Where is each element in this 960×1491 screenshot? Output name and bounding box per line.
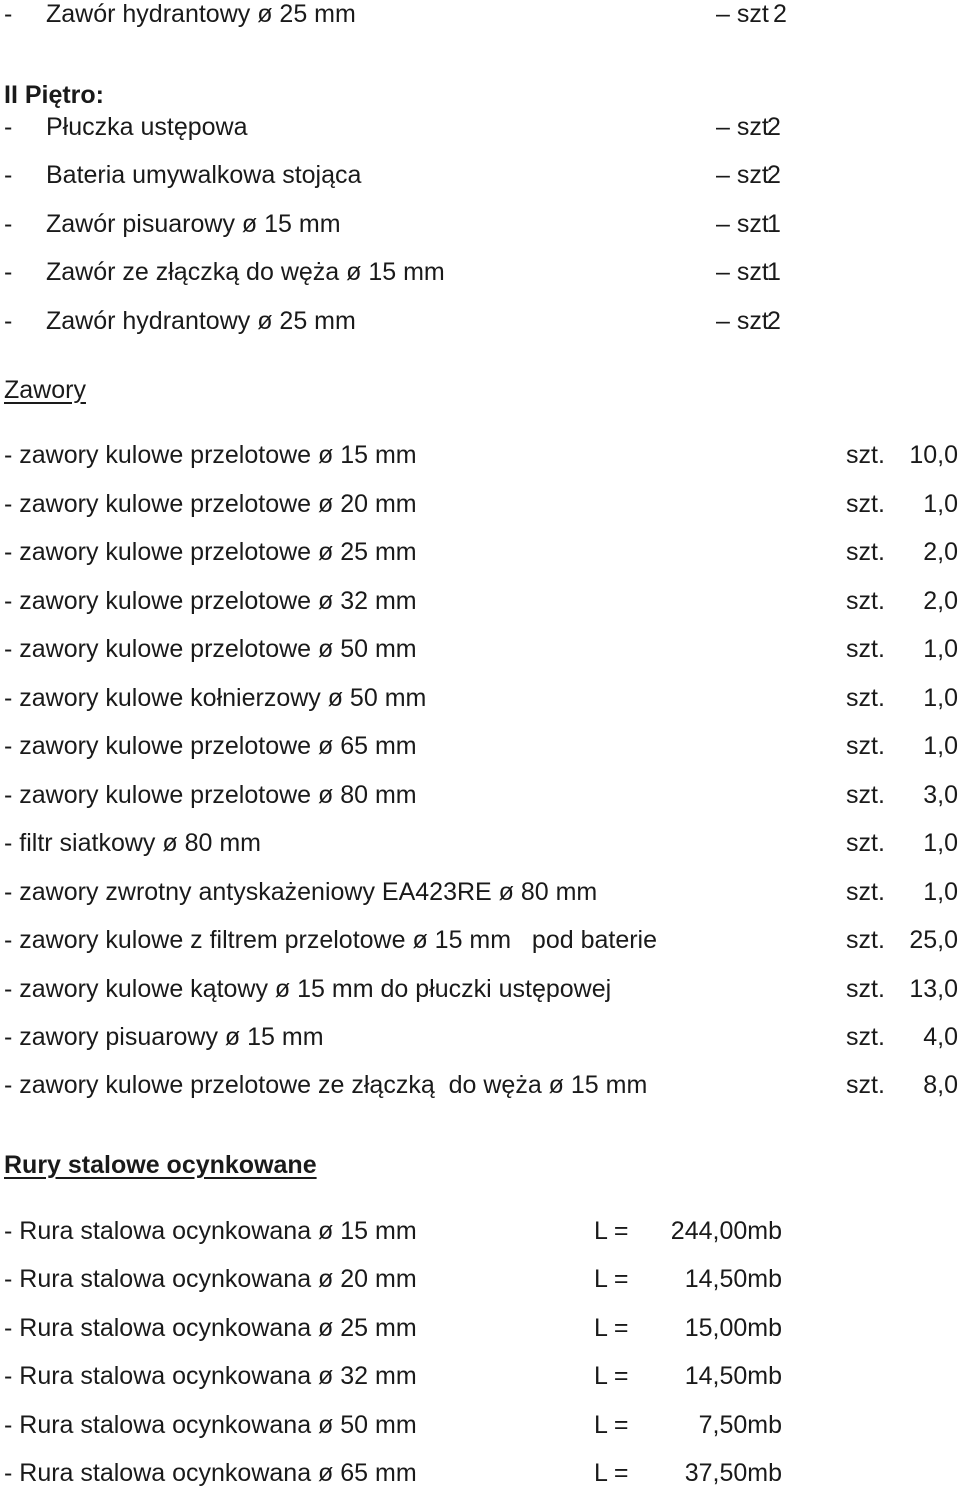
item-qty: 1	[767, 210, 781, 238]
item-qty: 2	[773, 0, 787, 28]
list-item	[0, 255, 960, 289]
item-unit: szt.	[846, 878, 885, 906]
list-item	[0, 304, 960, 338]
item-unit: – szt	[716, 258, 769, 286]
item-unit: szt.	[846, 781, 885, 809]
item-name: - Rura stalowa ocynkowana ø 25 mm	[4, 1314, 417, 1342]
item-name: - zawory kulowe przelotowe ø 25 mm	[4, 538, 417, 566]
item-dash: -	[4, 258, 13, 286]
item-length: 7,50mb	[698, 1411, 782, 1439]
item-qty: 1,0	[923, 490, 958, 518]
list-item	[0, 729, 960, 763]
item-length-label: L =	[594, 1362, 629, 1390]
item-unit: szt.	[846, 441, 885, 469]
list-item	[0, 1068, 960, 1102]
item-name: - Rura stalowa ocynkowana ø 65 mm	[4, 1459, 417, 1487]
list-item	[0, 1020, 960, 1054]
item-qty: 2,0	[923, 587, 958, 615]
item-name: Zawór pisuarowy ø 15 mm	[46, 210, 341, 238]
list-item	[0, 875, 960, 909]
list-item	[0, 826, 960, 860]
item-qty: 2,0	[923, 538, 958, 566]
item-unit: – szt	[716, 210, 769, 238]
pipes-heading: Rury stalowe ocynkowane	[4, 1151, 317, 1179]
item-name: - zawory kulowe przelotowe ø 80 mm	[4, 781, 417, 809]
item-name: Zawór hydrantowy ø 25 mm	[46, 307, 356, 335]
item-unit: – szt	[716, 0, 769, 28]
list-item	[0, 0, 960, 31]
item-unit: szt.	[846, 926, 885, 954]
item-name: - zawory kulowe przelotowe ø 15 mm	[4, 441, 417, 469]
item-qty: 25,0	[909, 926, 958, 954]
item-dash: -	[4, 307, 13, 335]
item-name: - zawory kulowe przelotowe ø 32 mm	[4, 587, 417, 615]
item-qty: 1	[767, 258, 781, 286]
list-item	[0, 778, 960, 812]
list-item	[0, 1311, 960, 1345]
list-item	[0, 438, 960, 472]
list-item	[0, 1359, 960, 1393]
item-length: 37,50mb	[684, 1459, 782, 1487]
list-item	[0, 158, 960, 192]
item-name: - zawory kulowe przelotowe ze złączką do węża ø 15 mm	[4, 1071, 648, 1099]
item-name: - zawory kulowe kątowy ø 15 mm do płuczki ustępowej	[4, 975, 612, 1003]
list-item	[0, 681, 960, 715]
valves-heading: Zawory	[4, 376, 86, 404]
item-unit: szt.	[846, 684, 885, 712]
list-item	[0, 1456, 960, 1490]
item-name: - zawory pisuarowy ø 15 mm	[4, 1023, 324, 1051]
item-qty: 1,0	[923, 684, 958, 712]
item-qty: 4,0	[923, 1023, 958, 1051]
item-dash: -	[4, 210, 13, 238]
item-name: Zawór hydrantowy ø 25 mm	[46, 0, 356, 28]
item-name: - Rura stalowa ocynkowana ø 20 mm	[4, 1265, 417, 1293]
item-name: - Rura stalowa ocynkowana ø 32 mm	[4, 1362, 417, 1390]
item-qty: 2	[767, 113, 781, 141]
item-qty: 1,0	[923, 732, 958, 760]
item-unit: szt.	[846, 587, 885, 615]
item-length-label: L =	[594, 1411, 629, 1439]
list-item	[0, 584, 960, 618]
list-item	[0, 535, 960, 569]
item-unit: szt.	[846, 490, 885, 518]
item-name: - zawory kulowe kołnierzowy ø 50 mm	[4, 684, 427, 712]
item-name: - zawory kulowe z filtrem przelotowe ø 15 mm pod baterie	[4, 926, 658, 954]
item-unit: – szt	[716, 113, 769, 141]
item-name: - Rura stalowa ocynkowana ø 15 mm	[4, 1217, 417, 1245]
item-name: Zawór ze złączką do węża ø 15 mm	[46, 258, 445, 286]
list-item	[0, 972, 960, 1006]
item-qty: 3,0	[923, 781, 958, 809]
list-item	[0, 1214, 960, 1248]
item-qty: 10,0	[909, 441, 958, 469]
item-name: - zawory kulowe przelotowe ø 50 mm	[4, 635, 417, 663]
item-unit: szt.	[846, 1071, 885, 1099]
list-item	[0, 632, 960, 666]
item-name: - filtr siatkowy ø 80 mm	[4, 829, 261, 857]
item-name: - zawory zwrotny antyskażeniowy EA423RE ø 80 mm	[4, 878, 598, 906]
item-length-label: L =	[594, 1265, 629, 1293]
item-unit: szt.	[846, 975, 885, 1003]
floor-heading: II Piętro:	[4, 81, 105, 109]
item-length: 15,00mb	[684, 1314, 782, 1342]
item-qty: 1,0	[923, 635, 958, 663]
list-item	[0, 110, 960, 144]
item-length: 244,00mb	[670, 1217, 782, 1245]
item-unit: – szt	[716, 161, 769, 189]
list-item	[0, 1408, 960, 1442]
item-qty: 2	[767, 161, 781, 189]
item-unit: szt.	[846, 829, 885, 857]
item-unit: szt.	[846, 538, 885, 566]
item-name: - Rura stalowa ocynkowana ø 50 mm	[4, 1411, 417, 1439]
item-length-label: L =	[594, 1459, 629, 1487]
item-length: 14,50mb	[684, 1265, 782, 1293]
list-item	[0, 487, 960, 521]
item-length-label: L =	[594, 1217, 629, 1245]
item-unit: – szt	[716, 307, 769, 335]
item-name: Płuczka ustępowa	[46, 113, 248, 141]
item-qty: 13,0	[909, 975, 958, 1003]
item-qty: 1,0	[923, 878, 958, 906]
item-unit: szt.	[846, 732, 885, 760]
list-item	[0, 207, 960, 241]
item-unit: szt.	[846, 1023, 885, 1051]
item-dash: -	[4, 0, 13, 28]
item-qty: 8,0	[923, 1071, 958, 1099]
item-name: - zawory kulowe przelotowe ø 20 mm	[4, 490, 417, 518]
item-name: - zawory kulowe przelotowe ø 65 mm	[4, 732, 417, 760]
list-item	[0, 923, 960, 957]
item-qty: 2	[767, 307, 781, 335]
item-dash: -	[4, 113, 13, 141]
item-unit: szt.	[846, 635, 885, 663]
item-length-label: L =	[594, 1314, 629, 1342]
item-name: Bateria umywalkowa stojąca	[46, 161, 362, 189]
item-length: 14,50mb	[684, 1362, 782, 1390]
list-item	[0, 1262, 960, 1296]
item-dash: -	[4, 161, 13, 189]
item-qty: 1,0	[923, 829, 958, 857]
